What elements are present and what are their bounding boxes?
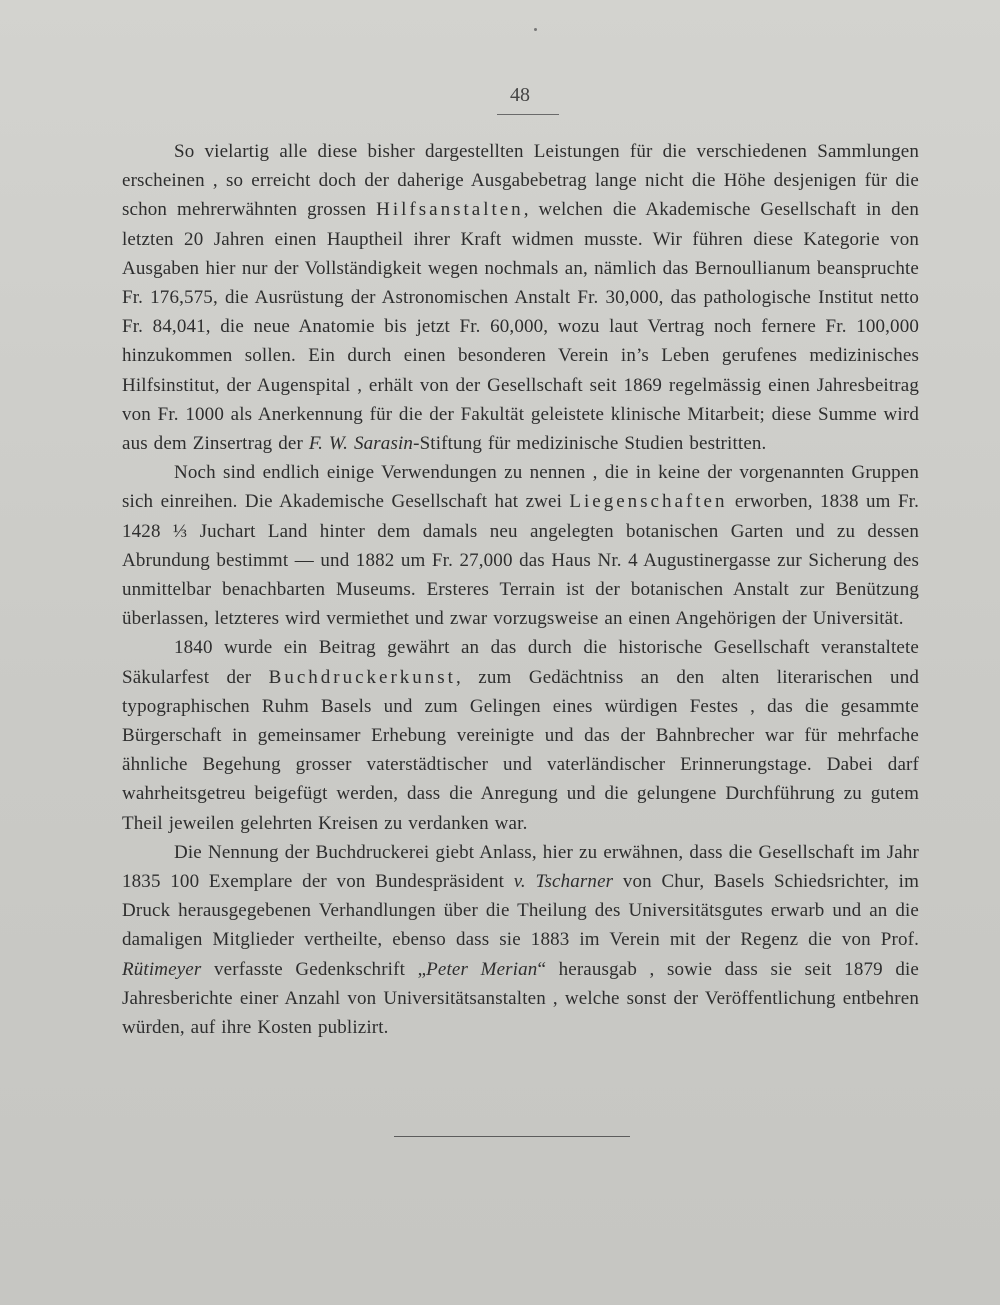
letterspaced-text-run: Liegenschaften [569,491,728,513]
text-run: “ herausgab , sowie dass sie seit 1879 die Jahresberichte einer Anzahl von Universitätsanstalten , welche sonst der Veröffentlichung entbehren würden, auf ihre Kosten publizirt. [122,958,919,1039]
paragraph [122,633,919,837]
text-run: , zum Gedächtniss an den alten literarischen und typographischen Ruhm Basels und zum Gelingen eines würdigen Festes , das die gesammte Bürgerschaft in gemeinsamer Erhebung vereinigte und das der Bahnbrecher war für mehrfache ähnliche Begehung grosser vaterstädtischer und vaterländischer Erinnerungstage. Dabei darf wahrheitsgetreu beigefügt werden, dass die Anregung und die gelungene Durchführung zu gutem Theil jeweilen gelehrten Kreisen zu verdanken war. [122,666,919,834]
italic-text-run: F. W. Sarasin [308,433,414,455]
paper-speck [534,28,537,31]
text-run: 1840 wurde ein Beitrag gewährt an das durch die historische Gesellschaft veranstaltete Säkularfest der [122,637,919,688]
text-run: -Stiftung für medizinische Studien bestritten. [413,433,767,455]
text-run: So vielartig alle diese bisher dargestellten Leistungen für die verschiedenen Sammlungen erscheinen , so erreicht doch der daherige Ausgabebetrag lange nicht die Höhe desjenigen für die schon mehrerwähnten grossen [122,141,919,221]
body-text [122,137,919,1042]
page-number: 48 [510,84,530,106]
paragraph [122,838,919,1042]
paragraph [122,137,919,458]
text-run: von Chur, Basels Schiedsrichter, im Druck herausgegebenen Verhandlungen über die Theilung des Universitätsgutes erwarb und an die damaligen Mitglieder vertheilte, ebenso dass sie 1883 im Verein mit der Regenz die von Prof. [122,871,919,951]
text-run: , welchen die Akademische Gesellschaft in den letzten 20 Jahren einen Hauptheil ihrer Kraft widmen musste. Wir führen diese Kategorie von Ausgaben hier nur der Vollständigkeit wegen nochmals an, nämlich das Bernoullianum beanspruchte Fr. 176,575, die Ausrüstung der Astronomischen Anstalt Fr. 30,000, das pathologische Institut netto Fr. 84,041, die neue Anatomie bis jetzt Fr. 60,000, wozu laut Vertrag noch fernere Fr. 100,000 hinzukommen sollen. Ein durch einen besonderen Verein in’s Leben gerufenes medizinisches Hilfsinstitut, der Augenspital , erhält von der Gesellschaft seit 1869 regelmässig einen Jahresbeitrag von Fr. 1000 als Anerkennung für die der Fakultät geleistete klinische Mitarbeit; diese Summe wird aus dem Zinsertrag der [122,199,919,455]
letterspaced-text-run: Buchdruckerkunst [268,666,456,688]
page-number-rule [497,114,559,115]
text-run: Noch sind endlich einige Verwendungen zu nennen , die in keine der vorgenannten Gruppen sich einreihen. Die Akademische Gesellschaft hat zwei [122,462,919,513]
letterspaced-text-run: Hilfsanstalten [376,199,524,221]
italic-text-run: Rütimeyer [122,958,202,980]
text-run: Die Nennung der Buchdruckerei giebt Anlass, hier zu erwähnen, dass die Gesellschaft im Jahr 1835 100 Exemplare der von Bundespräsident [122,841,919,893]
text-run: erworben, 1838 um Fr. 1428 ⅓ Juchart Land hinter dem damals neu angelegten botanischen Garten und zu dessen Abrundung bestimmt — und 1882 um Fr. 27,000 das Haus Nr. 4 Augustinergasse zur Sicherung des unmittelbar benachbarten Museums. Ersteres Terrain ist der botanischen Anstalt zur Benützung überlassen, letzteres wird vermiethet und zwar vorzugsweise an einen Angehörigen der Universität. [122,491,919,630]
paragraph [122,458,919,633]
italic-text-run: Peter Merian [426,958,538,980]
closing-rule [394,1136,630,1137]
text-run: verfasste Gedenkschrift „ [201,958,427,980]
italic-text-run: v. Tscharner [513,871,614,893]
